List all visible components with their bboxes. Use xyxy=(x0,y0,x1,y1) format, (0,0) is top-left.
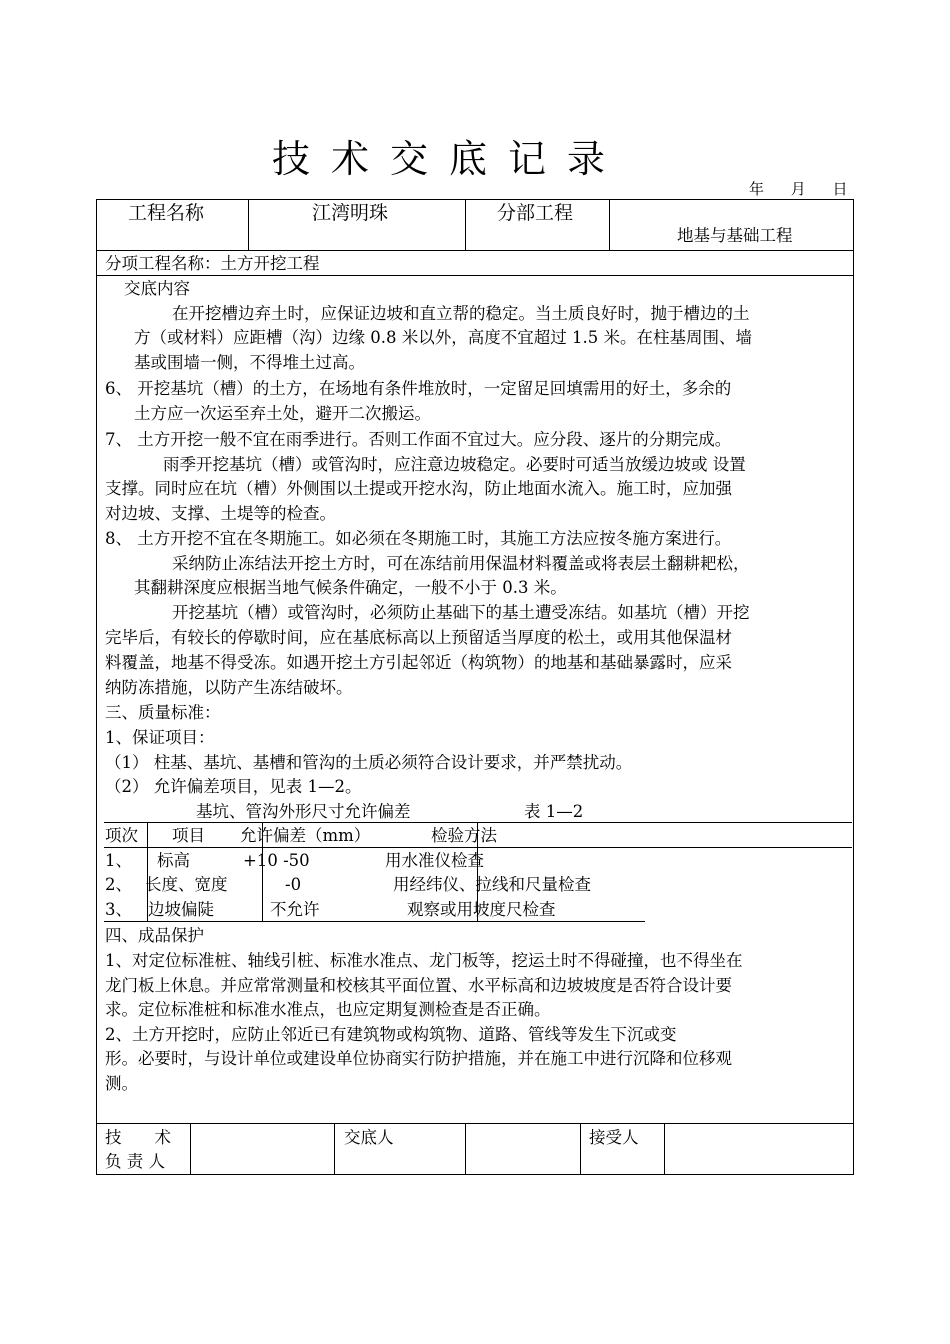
content-line: （2） 允许偏差项目，见表 1—2。 xyxy=(105,777,362,796)
content-line: 6、 开挖基坑（槽）的土方，在场地有条件堆放时，一定留足回填需用的好土，多余的 xyxy=(105,379,732,398)
content-line: 料覆盖，地基不得受冻。如遇开挖土方引起邻近（构筑物）的地基和基础暴露时，应采 xyxy=(105,653,732,672)
table-cell: 用水准仪检查 xyxy=(385,851,484,870)
table-header-cell: 允许偏差（mm） xyxy=(240,826,371,845)
tech-leader-label: 技 术 xyxy=(105,1128,171,1147)
header-divider xyxy=(609,199,610,251)
content-line: 其翻耕深度应根据当地气候条件确定，一般不小于 0.3 米。 xyxy=(134,578,567,597)
table-cell: 标高 xyxy=(157,851,190,870)
table-cell: 1、 xyxy=(105,851,132,870)
table-cell: +10 -50 xyxy=(243,851,310,870)
signature-rule xyxy=(96,1123,854,1124)
content-line: 开挖基坑（槽）或管沟时，必须防止基础下的基土遭受冻结。如基坑（槽）开挖 xyxy=(172,603,750,622)
protection-line: 形。必要时，与设计单位或建设单位协商实行防护措施，并在施工中进行沉降和位移观 xyxy=(105,1049,732,1068)
protection-line: 2、土方开挖时，应防止邻近已有建筑物或构筑物、道路、管线等发生下沉或变 xyxy=(105,1025,677,1044)
content-line: 方（或材料）应距槽（沟）边缘 0.8 米以外，高度不宜超过 1.5 米。在柱基周围、墙 xyxy=(134,328,752,347)
protection-line: 测。 xyxy=(105,1074,138,1093)
receiver-label: 接受人 xyxy=(589,1128,639,1147)
content-line: 在开挖槽边弃土时，应保证边坡和直立帮的稳定。当土质良好时，抛于槽边的土 xyxy=(172,304,750,323)
table-header-cell: 项次 xyxy=(105,826,138,845)
project-label: 工程名称 xyxy=(128,202,205,224)
table-cell: 用经纬仪、拉线和尺量检查 xyxy=(393,875,591,894)
division-value: 地基与基础工程 xyxy=(677,226,793,245)
table-header-cell: 检验方法 xyxy=(431,826,497,845)
content-line: 对边坡、支撑、土堤等的检查。 xyxy=(105,504,336,523)
header-divider xyxy=(465,199,466,251)
signature-divider xyxy=(580,1124,581,1174)
header-rule xyxy=(96,250,854,251)
division-label: 分部工程 xyxy=(497,202,574,224)
content-line: 基或围墙一侧，不得堆土过高。 xyxy=(134,353,365,372)
tech-leader-label: 负 责 人 xyxy=(105,1152,165,1171)
content-line: 支撑。同时应在坑（槽）外侧围以土提或开挖水沟，防止地面水流入。施工时，应加强 xyxy=(105,479,732,498)
table-cell: 不允许 xyxy=(270,900,320,919)
project-value: 江湾明珠 xyxy=(312,202,389,224)
signature-divider xyxy=(190,1124,191,1174)
table-cell: -0 xyxy=(285,875,302,894)
table-cell: 观察或用坡度尺检查 xyxy=(407,900,556,919)
content-line: 1、保证项目： xyxy=(105,728,215,747)
signature-divider xyxy=(465,1124,466,1174)
content-label: 交底内容 xyxy=(124,279,190,298)
content-line: 纳防冻措施，以防产生冻结破坏。 xyxy=(105,678,353,697)
subitem-name: 分项工程名称：土方开挖工程 xyxy=(105,254,320,273)
table-header-cell: 项目 xyxy=(172,826,205,845)
table-caption: 基坑、管沟外形尺寸允许偏差 xyxy=(196,802,411,821)
signature-divider xyxy=(334,1124,335,1174)
content-line: （1） 柱基、基坑、基槽和管沟的土质必须符合设计要求，并严禁扰动。 xyxy=(105,753,633,772)
table-number: 表 1—2 xyxy=(524,802,584,821)
presenter-label: 交底人 xyxy=(344,1128,394,1147)
content-line: 完毕后，有较长的停歇时间，应在基底标高以上预留适当厚度的松土，或用其他保温材 xyxy=(105,628,732,647)
date-label: 年 月 日 xyxy=(749,180,848,198)
content-line: 三、质量标准： xyxy=(105,703,221,722)
table-rule xyxy=(104,822,852,823)
content-line: 8、 土方开挖不宜在冬期施工。如必须在冬期施工时，其施工方法应按冬施方案进行。 xyxy=(105,529,732,548)
content-line: 土方应一次运至弃土处，避开二次搬运。 xyxy=(134,404,431,423)
content-line: 雨季开挖基坑（槽）或管沟时，应注意边坡稳定。必要时可适当放缓边坡或 设置 xyxy=(163,455,746,474)
section-heading: 四、成品保护 xyxy=(105,926,204,945)
page-title: 技术交底记录 xyxy=(272,137,627,181)
table-cell: 长度、宽度 xyxy=(145,875,228,894)
signature-divider xyxy=(664,1124,665,1174)
protection-line: 求。定位标准桩和标准水准点，也应定期复测检查是否正确。 xyxy=(105,1000,551,1019)
content-line: 7、 土方开挖一般不宜在雨季进行。否则工作面不宜过大。应分段、逐片的分期完成。 xyxy=(105,430,732,449)
table-cell: 3、 xyxy=(105,900,132,919)
protection-line: 龙门板上休息。并应常常测量和校核其平面位置、水平标高和边坡坡度是否符合设计要 xyxy=(105,976,732,995)
protection-line: 1、对定位标准桩、轴线引桩、标准水准点、龙门板等，挖运土时不得碰撞，也不得坐在 xyxy=(105,951,743,970)
header-divider xyxy=(248,199,249,251)
content-line: 采纳防止冻结法开挖土方时，可在冻结前用保温材料覆盖或将表层土翻耕耙松， xyxy=(172,554,750,573)
table-cell: 2、 xyxy=(105,875,132,894)
table-cell: 边坡偏陡 xyxy=(148,900,214,919)
